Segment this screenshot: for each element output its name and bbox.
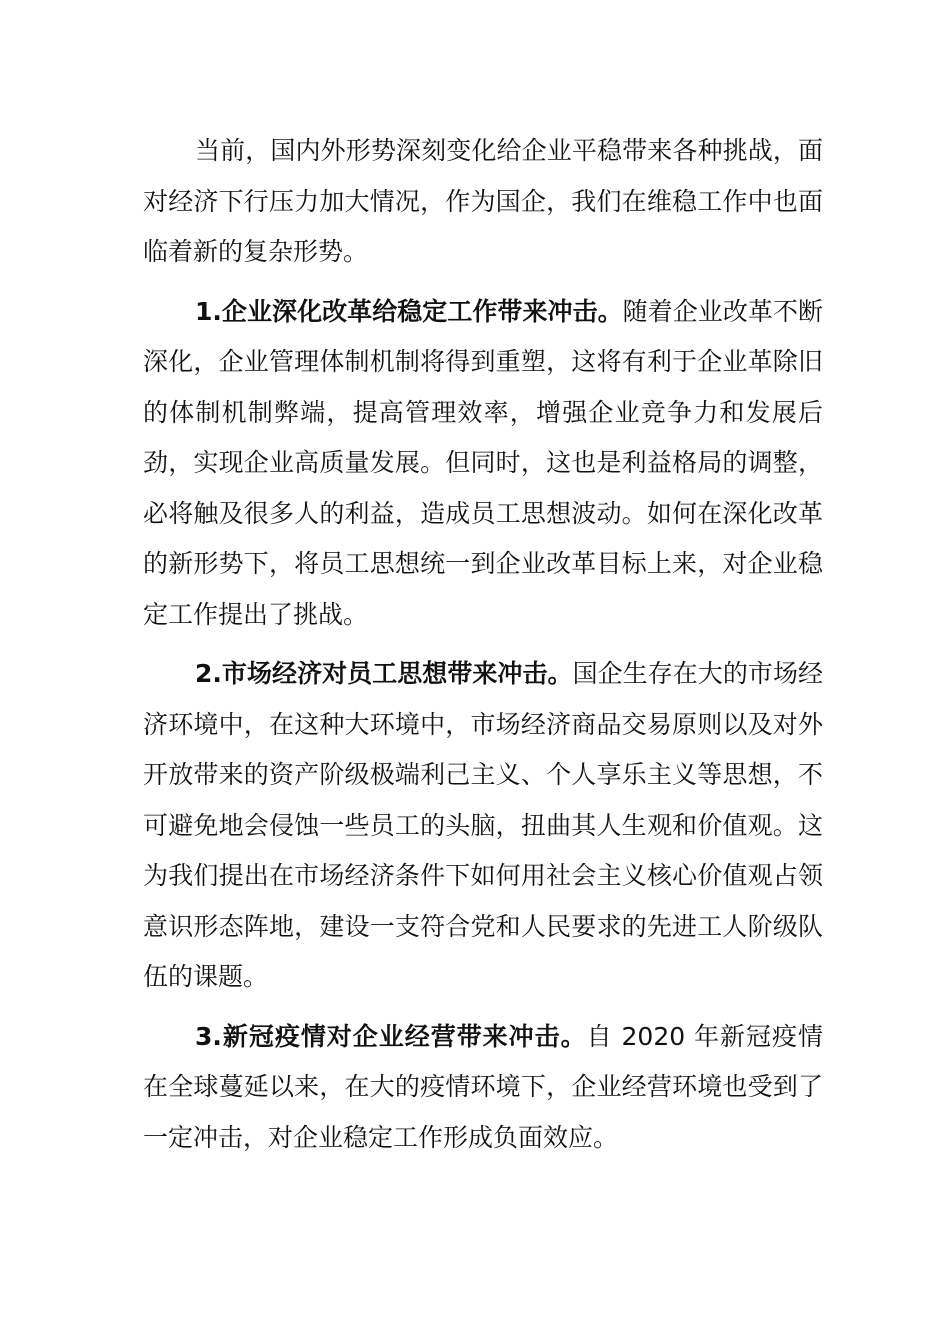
section-3-heading: 3.新冠疫情对企业经营带来冲击。 [195,1021,587,1051]
section-2-heading: 2.市场经济对员工思想带来冲击。 [195,659,573,688]
intro-text: 当前，国内外形势深刻变化给企业平稳带来各种挑战，面对经济下行压力加大情况，作为国企，我们在维稳工作中也面临着新的复杂形势。 [143,136,823,266]
section-1-heading: 1.企业深化改革给稳定工作带来冲击。 [195,296,623,326]
section-2-paragraph [143,649,823,1003]
section-1-paragraph [143,287,823,641]
section-2-text: 国企生存在大的市场经济环境中，在这种大环境中，市场经济商品交易原则以及对外开放带来的资产阶级极端利己主义、个人享乐主义等思想，不可避免地会侵蚀一些员工的头脑，扭曲其人生观和价值观。这为我们提出在市场经济条件下如何用社会主义核心价值观占领意识形态阵地，建设一支符合党和人民要求的先进工人阶级队伍的课题。 [143,659,823,991]
intro-paragraph [143,126,823,278]
section-1-text: 随着企业改革不断深化，企业管理体制机制将得到重塑，这将有利于企业革除旧的体制机制弊端，提高管理效率，增强企业竞争力和发展后劲，实现企业高质量发展。但同时，这也是利益格局的调整，必将触及很多人的利益，造成员工思想波动。如何在深化改革的新形势下，将员工思想统一到企业改革目标上来，对企业稳定工作提出了挑战。 [143,296,823,629]
section-3-text: 自 2020 年新冠疫情在全球蔓延以来，在大的疫情环境下，企业经营环境也受到了一定冲击，对企业稳定工作形成负面效应。 [143,1021,823,1152]
document-body [143,126,823,1163]
section-3-paragraph [143,1012,823,1164]
